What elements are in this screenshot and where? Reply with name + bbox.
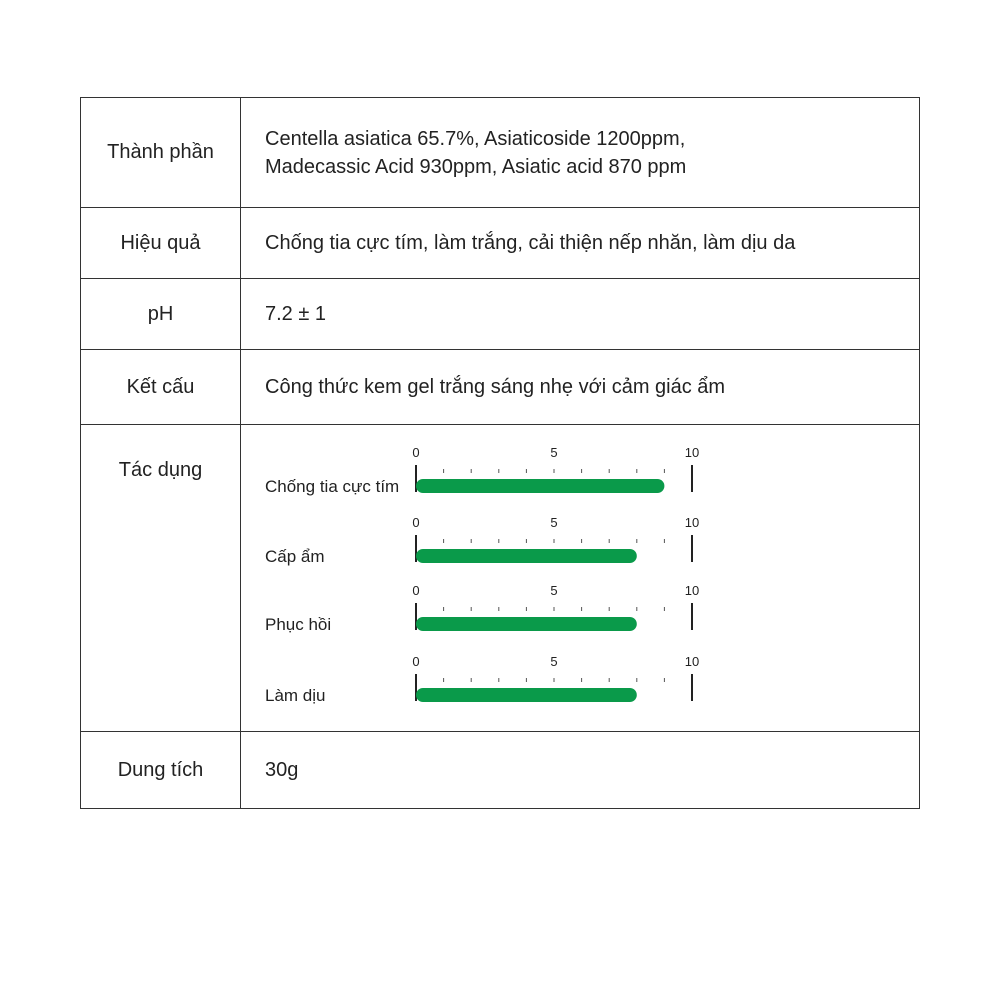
ingredients-line-1: Centella asiatica 65.7%, Asiaticoside 1200ppm, [265, 127, 686, 150]
tick-label: 0 [412, 515, 420, 530]
tick-label: 5 [550, 515, 558, 530]
volume-label: Dung tích [81, 732, 241, 809]
volume-value: 30g [241, 732, 920, 809]
score-bar [416, 617, 637, 631]
tick-label: 10 [684, 583, 700, 598]
category-label: Cấp ẩm [265, 547, 325, 566]
uses-chart-cell [241, 425, 920, 732]
ingredients-row [81, 98, 920, 208]
effects-label: Hiệu quả [81, 208, 241, 279]
score-bar [416, 688, 637, 702]
effects-value: Chống tia cực tím, làm trắng, cải thiện nếp nhăn, làm dịu da [241, 208, 920, 279]
volume-row [81, 732, 920, 809]
ph-row [81, 279, 920, 350]
effects-row [81, 208, 920, 279]
uses-row [81, 425, 920, 732]
category-label: Chống tia cực tím [265, 477, 400, 496]
ingredients-label: Thành phần [81, 98, 241, 208]
uses-label: Tác dụng [81, 425, 241, 732]
ph-label: pH [81, 279, 241, 350]
tick-label: 5 [550, 583, 558, 598]
tick-label: 10 [684, 654, 700, 669]
tick-label: 10 [684, 515, 700, 530]
tick-label: 0 [412, 654, 420, 669]
texture-label: Kết cấu [81, 350, 241, 425]
ph-value: 7.2 ± 1 [241, 279, 920, 350]
product-spec-table [80, 97, 920, 809]
tick-label: 0 [412, 445, 420, 460]
texture-value: Công thức kem gel trắng sáng nhẹ với cảm giác ẩm [241, 350, 920, 425]
tick-label: 5 [550, 445, 558, 460]
ingredients-value [241, 98, 920, 208]
uses-bar-chart [241, 425, 919, 730]
tick-label: 0 [412, 583, 420, 598]
texture-row [81, 350, 920, 425]
score-bar [416, 549, 637, 563]
score-bar [416, 479, 664, 493]
category-label: Làm dịu [265, 686, 326, 705]
category-label: Phục hồi [265, 615, 332, 634]
ingredients-line-2: Madecassic Acid 930ppm, Asiatic acid 870 ppm [265, 155, 687, 178]
tick-label: 5 [550, 654, 558, 669]
tick-label: 10 [684, 445, 700, 460]
